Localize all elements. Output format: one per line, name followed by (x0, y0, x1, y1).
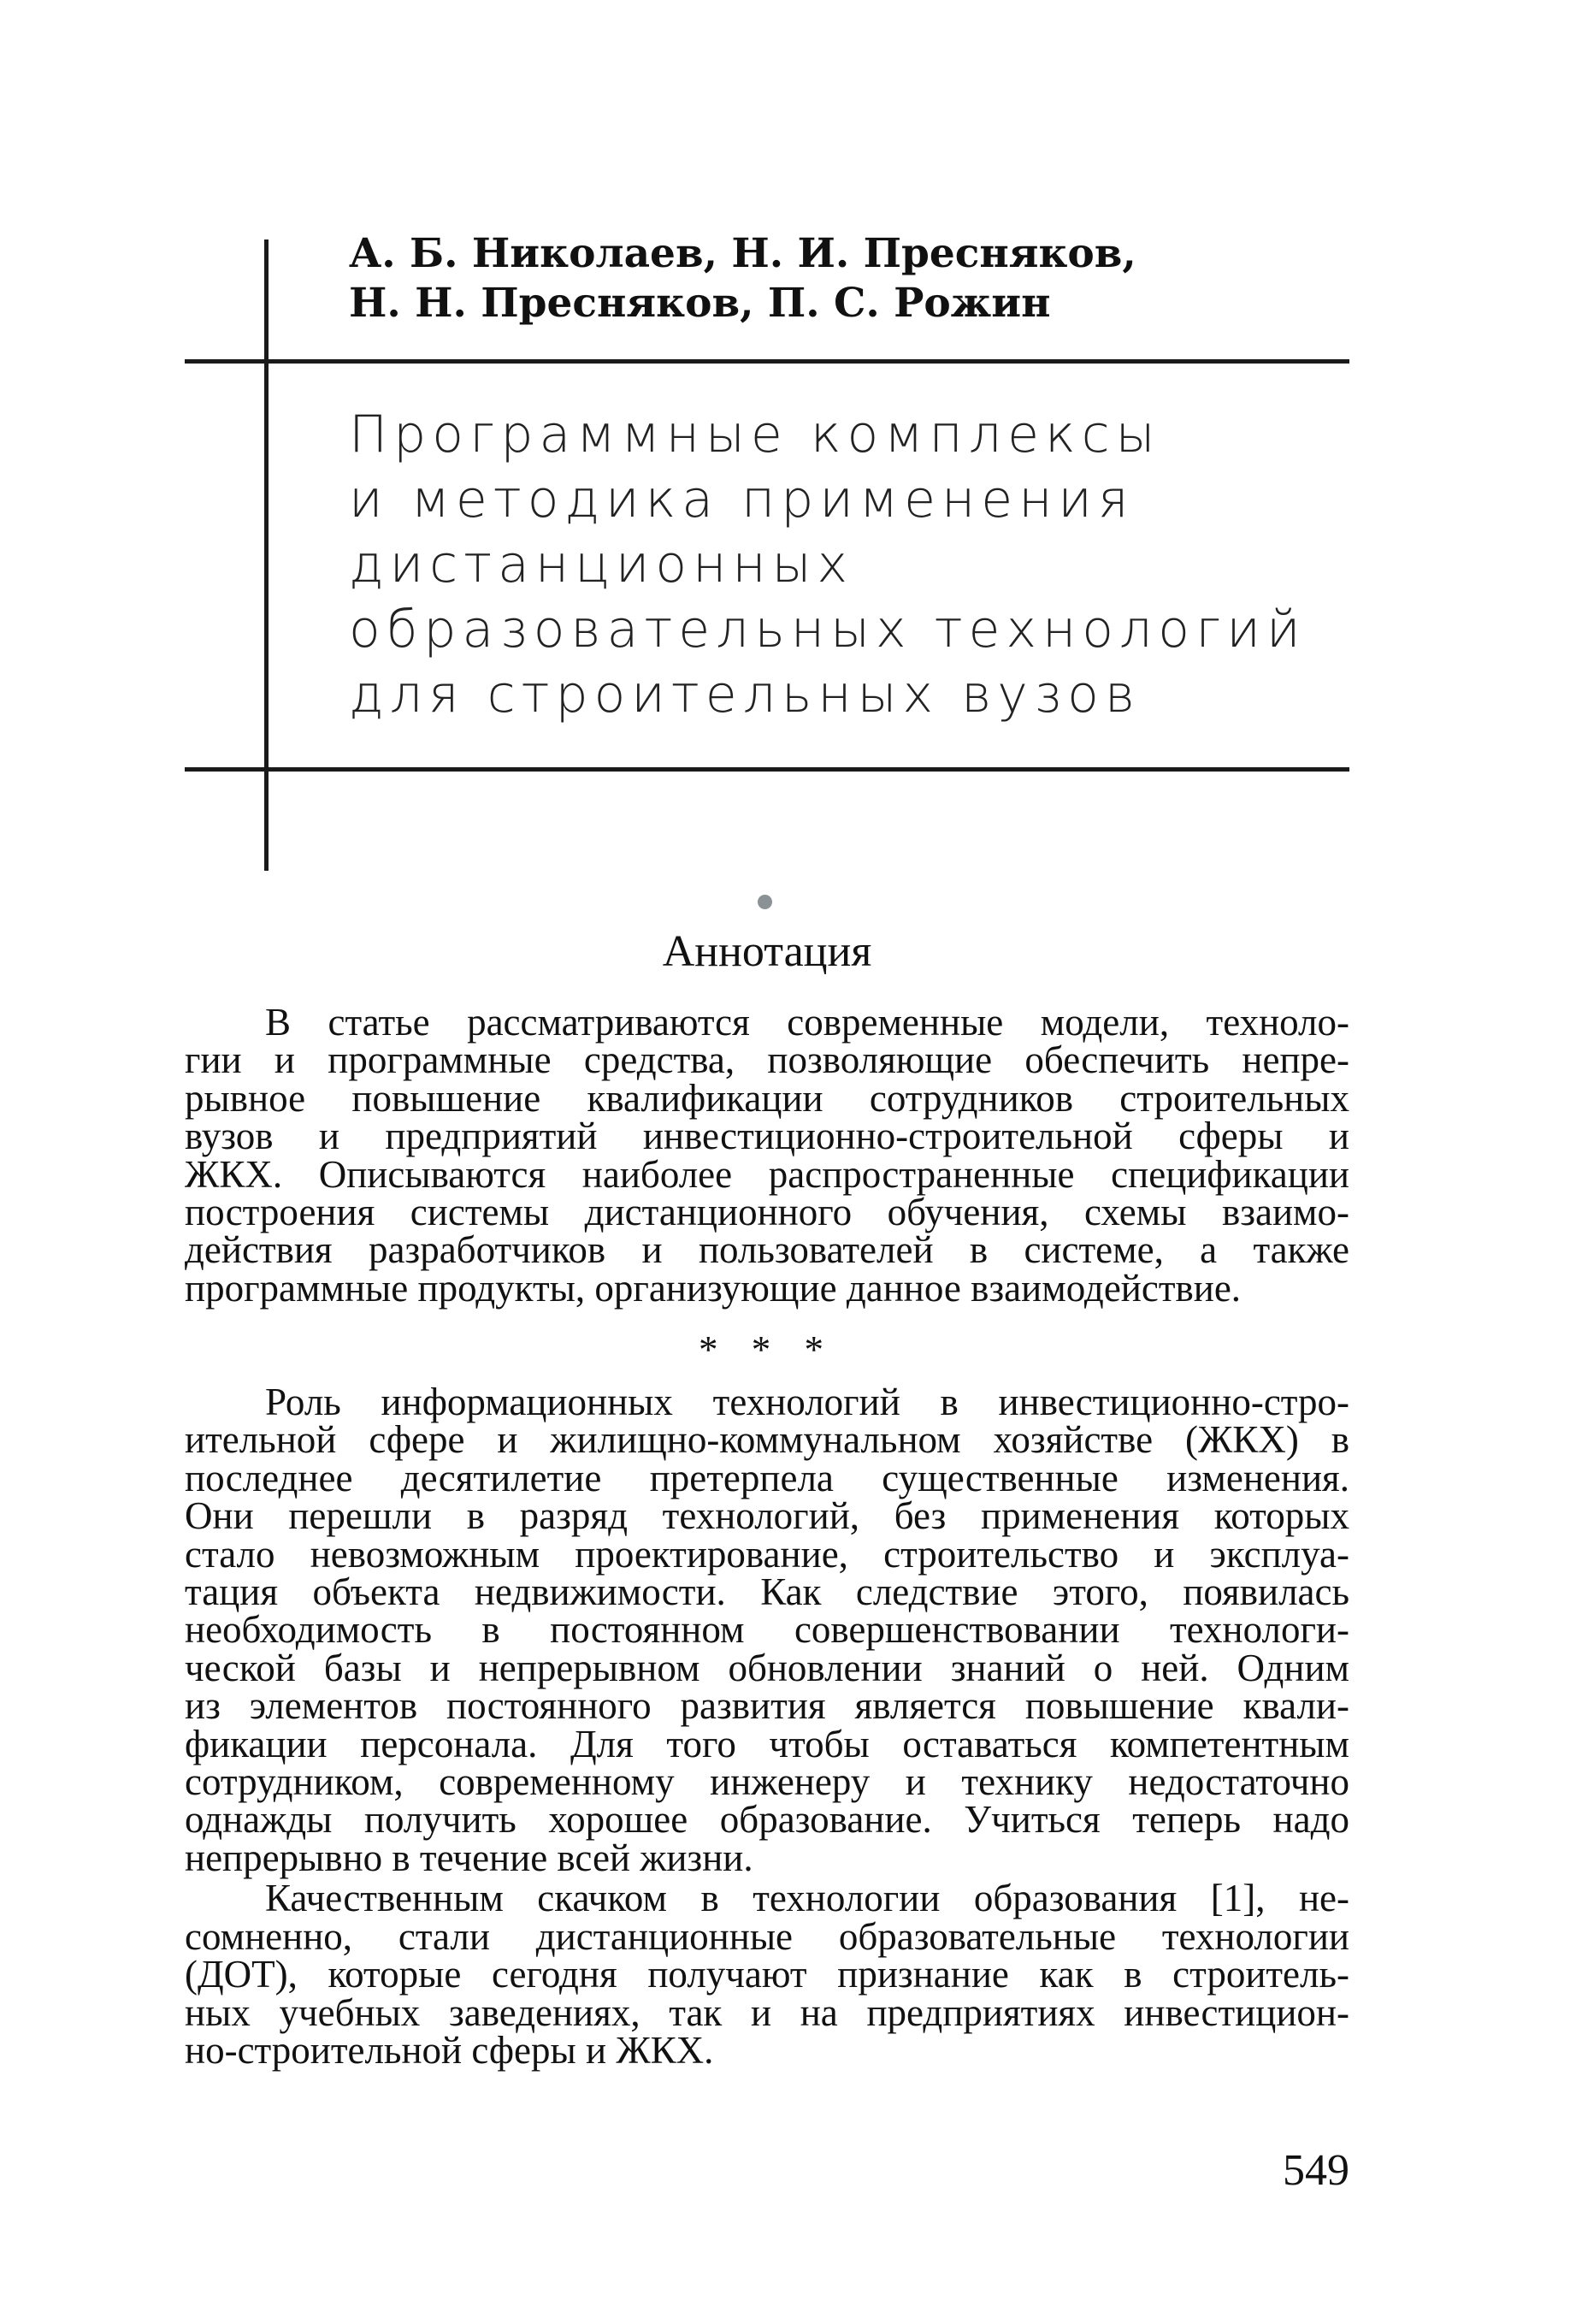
top-horizontal-rule (185, 359, 1349, 364)
text-line: рывное повышение квалификации сотрудников строительных (185, 1076, 1349, 1120)
abstract-paragraph (185, 1001, 1349, 1310)
text-line: однажды получить хорошее образование. Учиться теперь надо (185, 1798, 1349, 1842)
text-line: ческой базы и непрерывном обновлении знаний о ней. Одним (185, 1646, 1349, 1689)
text-line: гии и программные средства, позволяющие обеспечить непре- (185, 1038, 1349, 1082)
text-line: сомненно, стали дистанционные образовательные технологии (185, 1914, 1349, 1958)
text-line: Они перешли в разряд технологий, без применения которых (185, 1494, 1349, 1538)
text-line: построения системы дистанционного обучения, схемы взаимо- (185, 1191, 1349, 1234)
text-line: последнее десятилетие претерпела существенные изменения. (185, 1456, 1349, 1499)
text-line: программные продукты, организующие данное взаимодействие. (185, 1266, 1242, 1310)
body-paragraph (185, 1383, 1349, 1877)
main-text-section (185, 1381, 1349, 2072)
text-line: стало невозможным проектирование, строительство и эксплуа- (185, 1532, 1349, 1576)
section-separator: * * * (699, 1328, 835, 1371)
title-line: образовательных технологий (349, 600, 1307, 659)
abstract-section (185, 1001, 1349, 1310)
title-line: и методика применения (349, 470, 1135, 529)
authors-line: А. Б. Николаев, Н. И. Пресняков, (349, 230, 1136, 277)
page-number: 549 (1283, 2146, 1349, 2195)
title-line: для строительных вузов (349, 665, 1142, 724)
text-line: ных учебных заведениях, так и на предприятиях инвестицион- (185, 1990, 1349, 2034)
text-line: вузов и предприятий инвестиционно-строительной сферы и (185, 1115, 1349, 1158)
authors-line: Н. Н. Пресняков, П. С. Рожин (349, 280, 1051, 327)
text-line: Роль информационных технологий в инвестиционно-стро- (265, 1381, 1349, 1423)
text-line: тация объекта недвижимости. Как следствие этого, появилась (185, 1570, 1349, 1614)
text-line: В статье рассматриваются современные модели, техноло- (265, 1001, 1349, 1044)
title-line: Программные комплексы (349, 405, 1161, 464)
vertical-rule (264, 239, 269, 871)
title-line: дистанционных (349, 535, 854, 594)
text-line: непрерывно в течение всей жизни. (185, 1836, 753, 1879)
text-line: действия разработчиков и пользователей в системе, а также (185, 1228, 1349, 1272)
bottom-horizontal-rule (185, 767, 1349, 772)
body-paragraph (185, 1877, 1349, 2072)
text-line: фикации персонала. Для того чтобы оставаться компетентным (185, 1722, 1349, 1765)
text-line: но-строительной сферы и ЖКХ. (185, 2028, 714, 2072)
bullet-dot-icon (758, 895, 772, 909)
text-line: необходимость в постоянном совершенствовании технологи- (185, 1608, 1349, 1652)
text-line: сотрудником, современному инженеру и технику недостаточно (185, 1760, 1349, 1804)
text-line: Качественным скачком в технологии образования [1], не- (265, 1877, 1349, 1920)
article-title (349, 402, 1341, 727)
text-line: из элементов постоянного развития является повышение квали- (185, 1684, 1349, 1728)
text-line: (ДОТ), которые сегодня получают признание как в строитель- (185, 1953, 1349, 1996)
authors (349, 229, 1332, 328)
text-line: ительной сфере и жилищно-коммунальном хозяйстве (ЖКХ) в (185, 1418, 1349, 1462)
text-line: ЖКХ. Описываются наиболее распространенные спецификации (185, 1152, 1349, 1196)
abstract-heading: Аннотация (662, 927, 872, 976)
